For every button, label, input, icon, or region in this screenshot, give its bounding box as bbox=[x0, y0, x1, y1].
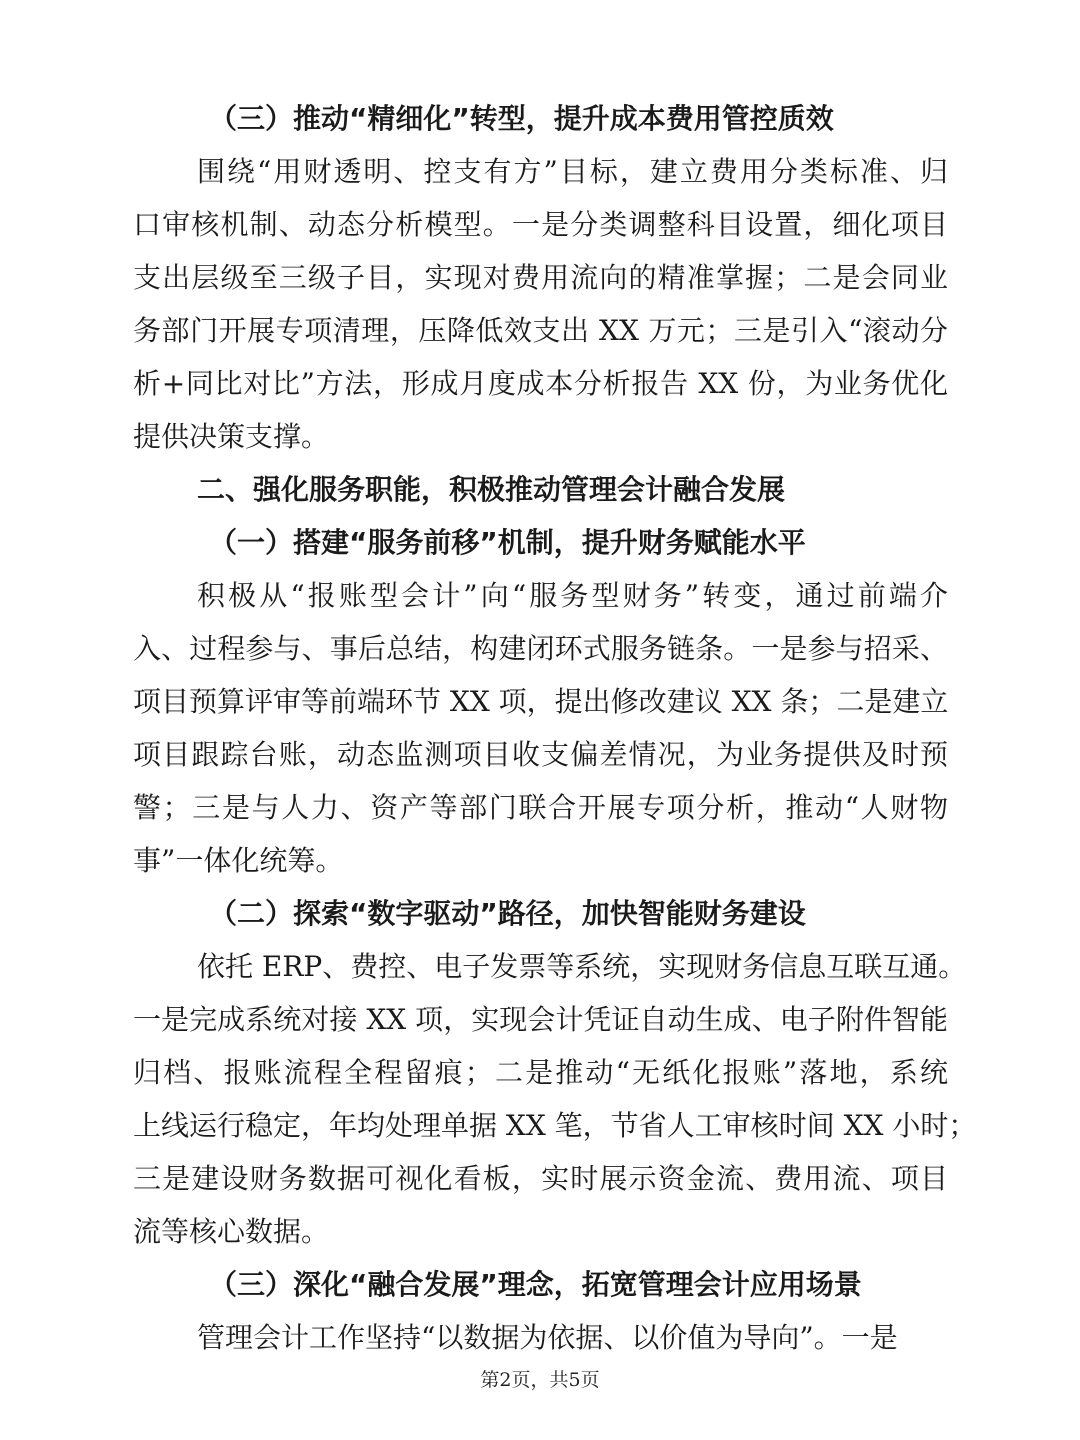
text-line: 围绕“用财透明、控支有方”目标，建立费用分类标准、归 bbox=[197, 155, 948, 188]
paragraph-integrated-development bbox=[133, 1311, 948, 1364]
subheading-integrated-development: （三）深化“融合发展”理念，拓宽管理会计应用场景 bbox=[209, 1268, 862, 1301]
text-line: 三是建设财务数据可视化看板，实时展示资金流、费用流、项目 bbox=[133, 1162, 948, 1195]
text-line: 项目跟踪台账，动态监测项目收支偏差情况，为业务提供及时预 bbox=[133, 738, 948, 771]
text-line: 警；三是与人力、资产等部门联合开展专项分析，推动“人财物 bbox=[133, 791, 948, 824]
text-line: 入、过程参与、事后总结，构建闭环式服务链条。一是参与招采、 bbox=[133, 632, 948, 665]
text-line: 流等核心数据。 bbox=[133, 1215, 330, 1248]
paragraph-service-forward bbox=[133, 569, 948, 887]
page-number-footer: 第2页，共5页 bbox=[480, 1369, 600, 1391]
paragraph-cost-control bbox=[133, 145, 948, 463]
section-heading-service: 二、强化服务职能，积极推动管理会计融合发展 bbox=[197, 473, 786, 506]
text-line: 管理会计工作坚持“以数据为依据、以价值为导向”。一是 bbox=[197, 1321, 898, 1354]
text-line: 支出层级至三级子目，实现对费用流向的精准掌握；二是会同业 bbox=[133, 261, 948, 294]
subheading-cost-control: （三）推动“精细化”转型，提升成本费用管控质效 bbox=[209, 102, 834, 135]
text-line: 析+同比对比”方法，形成月度成本分析报告 XX 份，为业务优化 bbox=[133, 367, 948, 400]
text-line: 务部门开展专项清理，压降低效支出 XX 万元；三是引入“滚动分 bbox=[133, 314, 948, 347]
text-line: 项目预算评审等前端环节 XX 项，提出修改建议 XX 条；二是建立 bbox=[133, 685, 949, 718]
text-line: 事”一体化统筹。 bbox=[133, 844, 344, 877]
text-line: 积极从“报账型会计”向“服务型财务”转变，通过前端介 bbox=[197, 579, 948, 612]
text-line: 上线运行稳定，年均处理单据 XX 笔，节省人工审核时间 XX 小时； bbox=[133, 1109, 977, 1142]
text-line: 提供决策支撑。 bbox=[133, 420, 330, 453]
text-line: 归档、报账流程全程留痕；二是推动“无纸化报账”落地，系统 bbox=[133, 1056, 948, 1089]
text-line: 依托 ERP、费控、电子发票等系统，实现财务信息互联互通。 bbox=[197, 950, 967, 983]
text-line: 口审核机制、动态分析模型。一是分类调整科目设置，细化项目 bbox=[133, 208, 948, 241]
document-body bbox=[133, 92, 977, 1364]
paragraph-digital-driven bbox=[133, 940, 977, 1258]
subheading-digital-driven: （二）探索“数字驱动”路径，加快智能财务建设 bbox=[209, 897, 806, 930]
text-line: 一是完成系统对接 XX 项，实现会计凭证自动生成、电子附件智能 bbox=[133, 1003, 948, 1036]
subheading-service-forward: （一）搭建“服务前移”机制，提升财务赋能水平 bbox=[209, 526, 806, 559]
